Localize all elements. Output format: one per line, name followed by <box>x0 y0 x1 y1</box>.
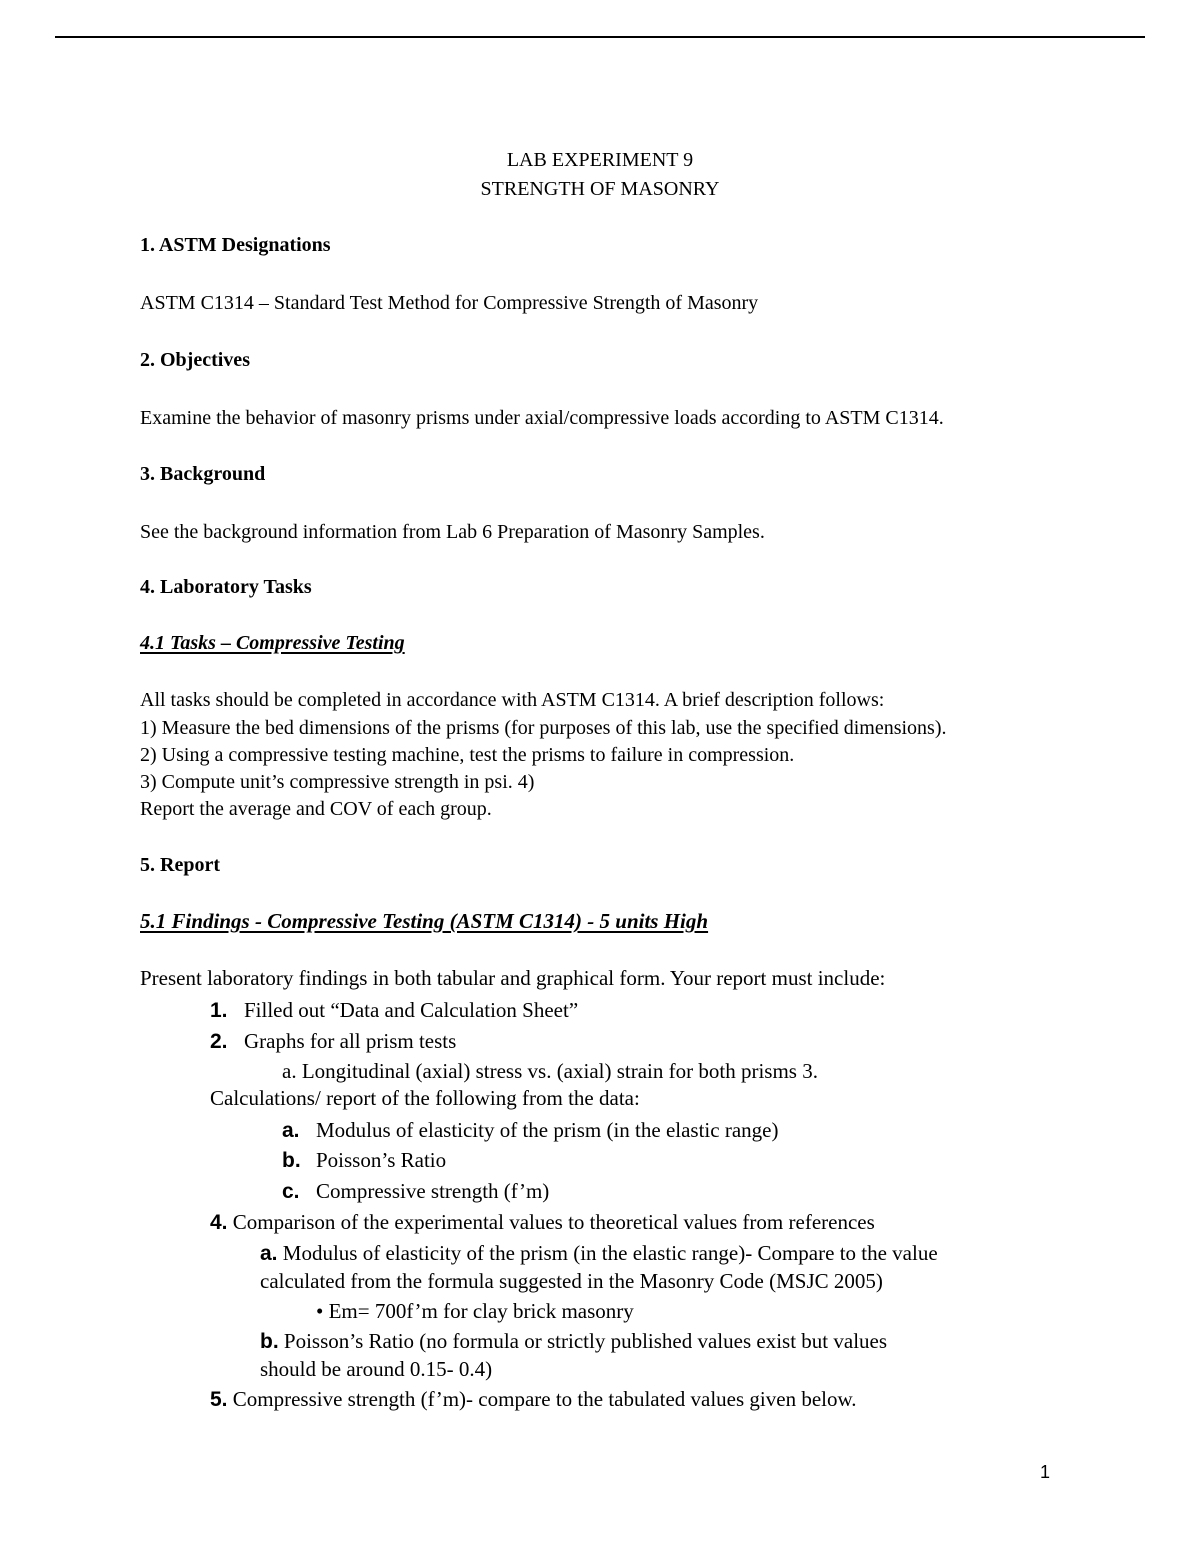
report-item-2a: a. Longitudinal (axial) stress vs. (axial) strain for both prisms 3. <box>282 1059 818 1083</box>
calculations-line: Calculations/ report of the following from the data: <box>210 1086 640 1110</box>
section-5-heading: 5. Report <box>140 854 220 876</box>
title-line-1: LAB EXPERIMENT 9 <box>506 149 694 171</box>
task-line: Report the average and COV of each group. <box>140 798 492 820</box>
report-item-4a-continued: calculated from the formula suggested in the Masonry Code (MSJC 2005) <box>260 1269 883 1293</box>
task-line: 2) Using a compressive testing machine, test the prisms to failure in compression. <box>140 744 795 766</box>
section-4-subheading: 4.1 Tasks – Compressive Testing <box>140 632 405 654</box>
report-item-4a-text: Modulus of elasticity of the prism (in the elastic range)- Compare to the value <box>277 1241 938 1265</box>
calc-item-c <box>282 1181 549 1202</box>
title-line-2: STRENGTH OF MASONRY <box>480 178 720 200</box>
task-line: All tasks should be completed in accordance with ASTM C1314. A brief description follows: <box>140 689 885 711</box>
report-item-4b-continued: should be around 0.15- 0.4) <box>260 1357 493 1381</box>
page-number: 1 <box>1040 1462 1051 1482</box>
report-item-5-number: 5. <box>210 1388 228 1411</box>
calc-item-b-text: Poisson’s Ratio <box>316 1148 447 1172</box>
report-intro: Present laboratory findings in both tabular and graphical form. Your report must include: <box>140 966 886 990</box>
report-item-1-text: Filled out “Data and Calculation Sheet” <box>244 998 579 1022</box>
calc-item-b <box>282 1150 446 1171</box>
calc-item-a <box>282 1120 778 1141</box>
section-3-heading: 3. Background <box>140 463 266 485</box>
report-item-4a-letter: a. <box>260 1242 278 1265</box>
report-item-2 <box>210 1031 456 1052</box>
report-item-4 <box>210 1212 875 1233</box>
report-item-4b-letter: b. <box>260 1330 279 1353</box>
report-item-4a <box>260 1243 938 1264</box>
section-5-subheading: 5.1 Findings - Compressive Testing (ASTM C1314) - 5 units High <box>140 909 709 933</box>
report-item-5 <box>210 1389 857 1410</box>
section-4-heading: 4. Laboratory Tasks <box>140 576 312 598</box>
task-line: 3) Compute unit’s compressive strength in psi. 4) <box>140 771 535 793</box>
report-item-1 <box>210 1000 578 1021</box>
report-item-4-number: 4. <box>210 1211 228 1234</box>
section-3-text: See the background information from Lab 6 Preparation of Masonry Samples. <box>140 521 765 543</box>
top-rule <box>55 36 1145 38</box>
section-2-heading: 2. Objectives <box>140 349 250 371</box>
section-1-text: ASTM C1314 – Standard Test Method for Compressive Strength of Masonry <box>140 292 759 314</box>
calc-item-c-text: Compressive strength (f’m) <box>316 1179 550 1203</box>
task-line: 1) Measure the bed dimensions of the prisms (for purposes of this lab, use the specified dimensions). <box>140 717 947 739</box>
report-item-2-number: 2. <box>210 1030 228 1053</box>
report-item-4-text: Comparison of the experimental values to theoretical values from references <box>227 1210 875 1234</box>
report-item-5-text: Compressive strength (f’m)- compare to the tabulated values given below. <box>227 1387 857 1411</box>
calc-item-b-letter: b. <box>282 1149 301 1172</box>
formula-bullet: • Em= 700f’m for clay brick masonry <box>316 1299 634 1323</box>
calc-item-c-letter: c. <box>282 1180 300 1203</box>
calc-item-a-letter: a. <box>282 1119 300 1142</box>
section-2-text: Examine the behavior of masonry prisms under axial/compressive loads according to ASTM C1314. <box>140 407 944 429</box>
report-item-2-text: Graphs for all prism tests <box>244 1029 457 1053</box>
section-1-heading: 1. ASTM Designations <box>140 234 331 256</box>
report-item-1-number: 1. <box>210 999 228 1022</box>
report-item-4b-text: Poisson’s Ratio (no formula or strictly published values exist but values <box>278 1329 888 1353</box>
report-item-4b <box>260 1331 887 1352</box>
calc-item-a-text: Modulus of elasticity of the prism (in the elastic range) <box>316 1118 779 1142</box>
